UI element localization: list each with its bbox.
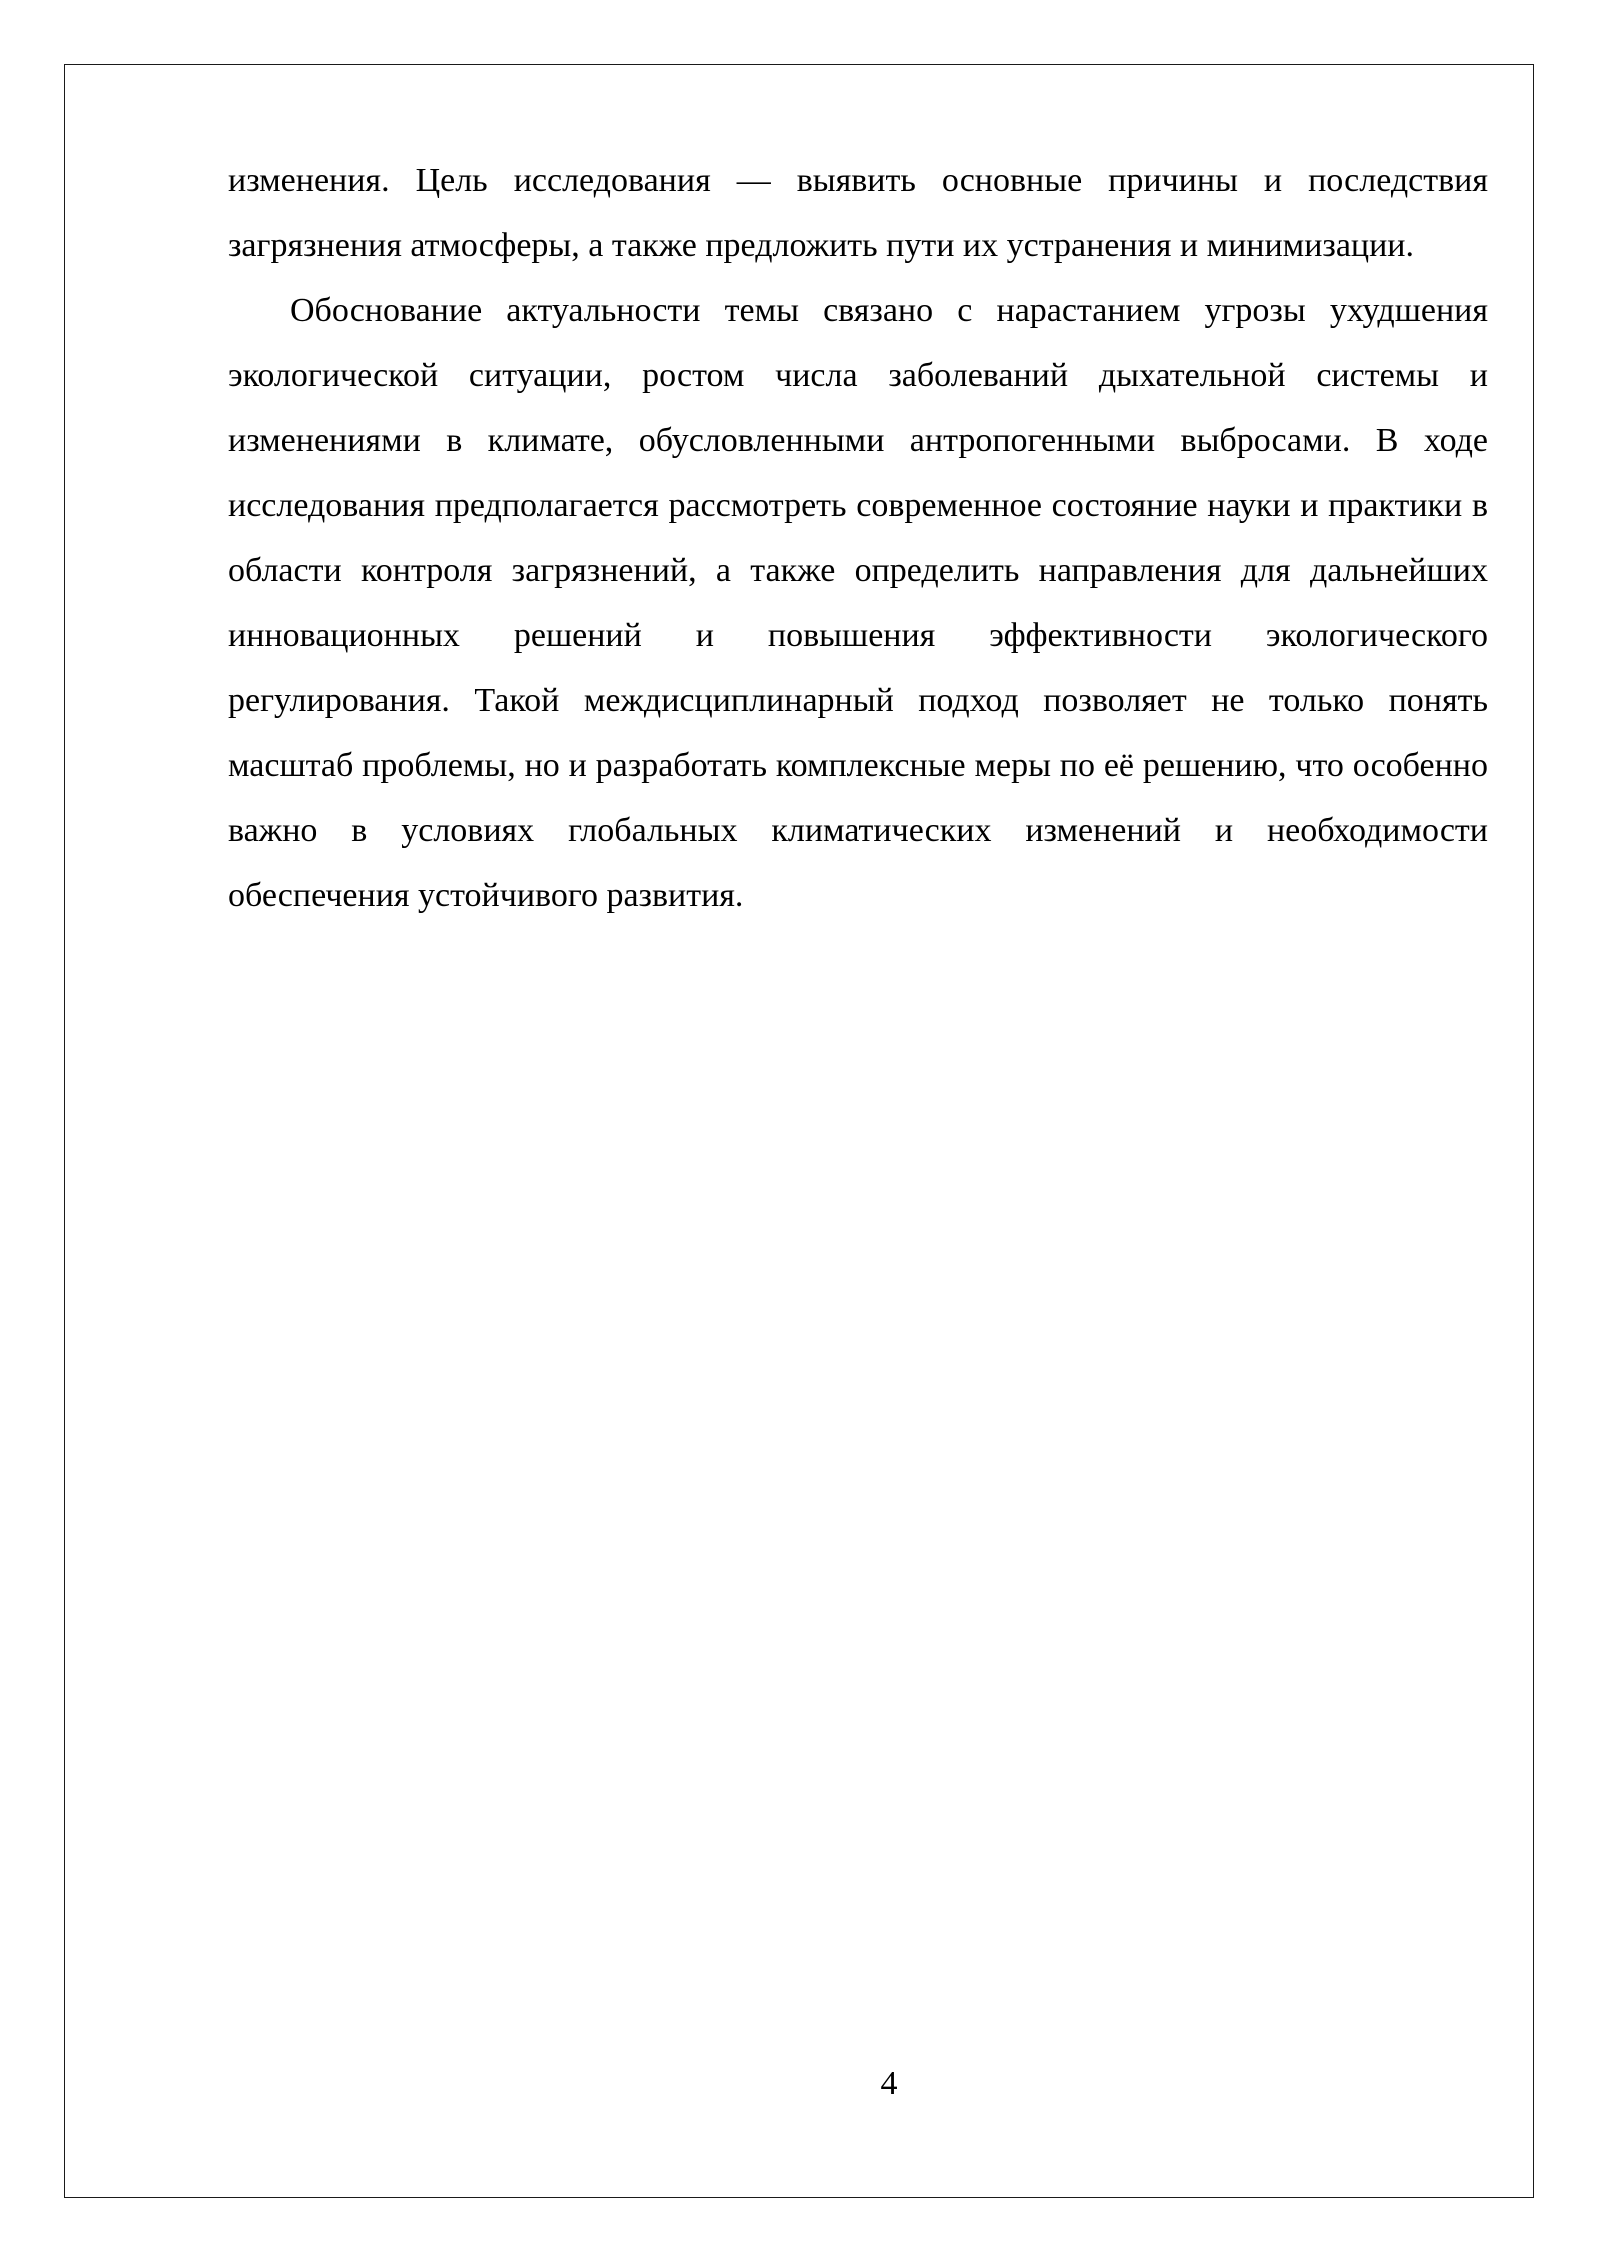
paragraph-relevance: Обоснование актуальности темы связано с нарастанием угрозы ухудшения экологической ситуации, ростом числа заболеваний дыхательной системы и изменениями в климате, обусловленными антропогенными выбросами. В ходе исследования предполагается рассмотреть современное состояние науки и практики в области контроля загрязнений, а также определить направления для дальнейших инновационных решений и повышения эффективности экологического регулирования. Такой междисциплинарный подход позволяет не только понять масштаб проблемы, но и разработать комплексные меры по её решению, что особенно важно в условиях глобальных климатических изменений и необходимости обеспечения устойчивого развития.: [228, 292, 1488, 914]
page-number: 4: [880, 2065, 898, 2102]
paragraph-continuation: изменения. Цель исследования — выявить основные причины и последствия загрязнения атмосферы, а также предложить пути их устранения и минимизации.: [228, 162, 1488, 264]
document-body: [228, 148, 1488, 928]
